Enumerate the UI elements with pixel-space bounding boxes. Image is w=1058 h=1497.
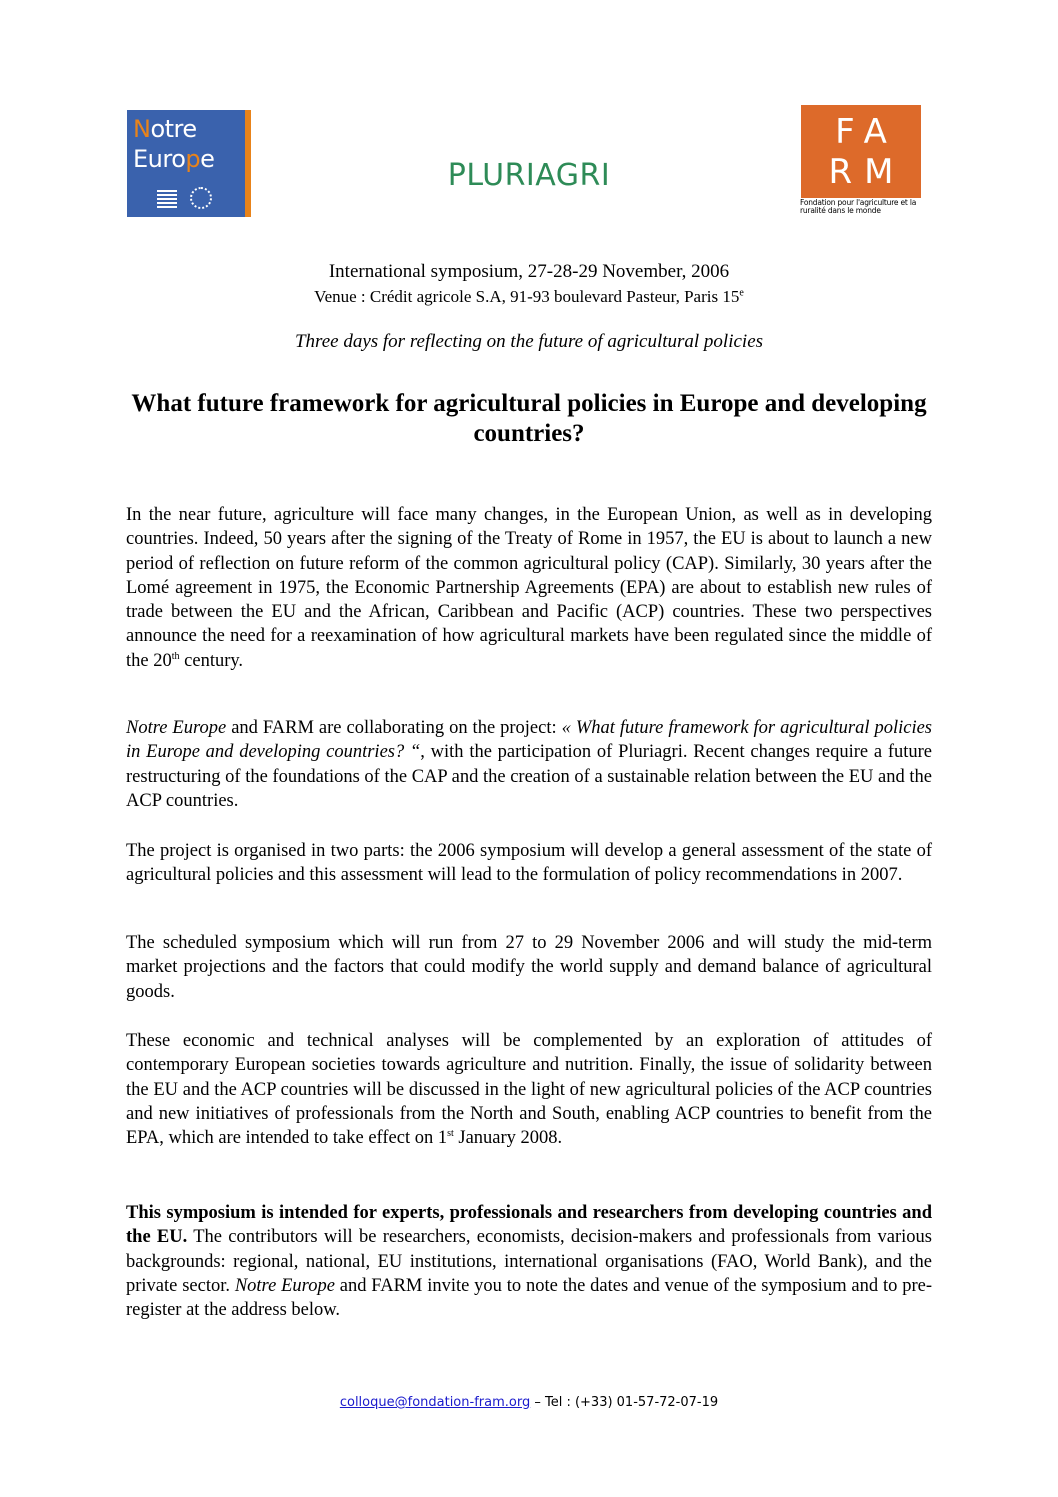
farm-logo <box>801 105 921 198</box>
paragraph-schedule: The scheduled symposium which will run from 27 to 29 November 2006 and will study the mid-term market projections and the factors that could modify the world supply and demand balance of agricultural goods. <box>126 933 932 1002</box>
paragraph-project-parts: The project is organised in two parts: the 2006 symposium will develop a general assessment of the state of agricultural policies and this assessment will lead to the formulation of policy recommendations in 2007. <box>126 841 932 886</box>
footer-contact <box>0 1395 1058 1410</box>
notre-europe-logo-line2: Europe <box>133 145 215 173</box>
document-title: What future framework for agricultural policies in Europe and developing countries? <box>131 390 927 447</box>
phone-number: – Tel : (+33) 01-57-72-07-19 <box>530 1395 719 1410</box>
notre-europe-logo-line1: Notre <box>133 115 197 143</box>
farm-logo-line1: FA <box>835 112 899 152</box>
paragraph-intro: In the near future, agriculture will face many changes, in the European Union, as well as in developing countries. Indeed, 50 years after the signing of the Treaty of Rome in 1957, the EU is about to launch a new period of reflection on future reform of the common agricultural policy (CAP). Similarly, 30 years after the Lomé agreement in 1975, the Economic Partnership Agreements (EPA) are about to establish new rules of trade between the EU and the African, Caribbean and Pacific (ACP) countries. These two perspectives announce the need for a reexamination of how agricultural markets have been regulated since the middle of the 20th century. <box>126 505 932 671</box>
paragraph-audience: This symposium is intended for experts, professionals and researchers from developing countries and the EU. The contributors will be researchers, economists, decision-makers and professionals from various backgrounds: regional, national, EU institutions, international organisations (FAO, World Bank), and the private sector. Notre Europe and FARM invite you to note the dates and venue of the symposium and to pre- register at the address below. <box>126 1203 933 1321</box>
paragraph-collaboration: Notre Europe and FARM are collaborating on the project: « What future framework for agricultural policies in Europe and developing countries? “, with the participation of Pluriagri. Recent changes require a future restructuring of the foundations of the CAP and the creation of a sustainable relation between the EU and the ACP countries. <box>126 718 933 811</box>
farm-logo-line2: RM <box>828 152 906 192</box>
farm-logo-caption: Fondation pour l'agriculture et la ruralité dans le monde <box>800 198 917 215</box>
pluriagri-brand: PLURIAGRI <box>447 158 611 193</box>
paragraph-analyses: These economic and technical analyses will be complemented by an exploration of attitudes of contemporary European societies towards agriculture and nutrition. Finally, the issue of solidarity between the EU and the ACP countries will be discussed in the light of new agricultural policies of the ACP countries and new initiatives of professionals from the North and South, enabling ACP countries to benefit from the EPA, which are intended to take effect on 1st January 2008. <box>126 1031 932 1149</box>
event-venue: Venue : Crédit agricole S.A, 91-93 boulevard Pasteur, Paris 15e <box>314 287 744 306</box>
document-lines-icon <box>157 190 177 210</box>
event-dates: International symposium, 27-28-29 November, 2006 <box>328 261 730 282</box>
tagline: Three days for reflecting on the future of agricultural policies <box>294 331 764 352</box>
email-link[interactable]: colloque@fondation-fram.org <box>339 1395 531 1410</box>
